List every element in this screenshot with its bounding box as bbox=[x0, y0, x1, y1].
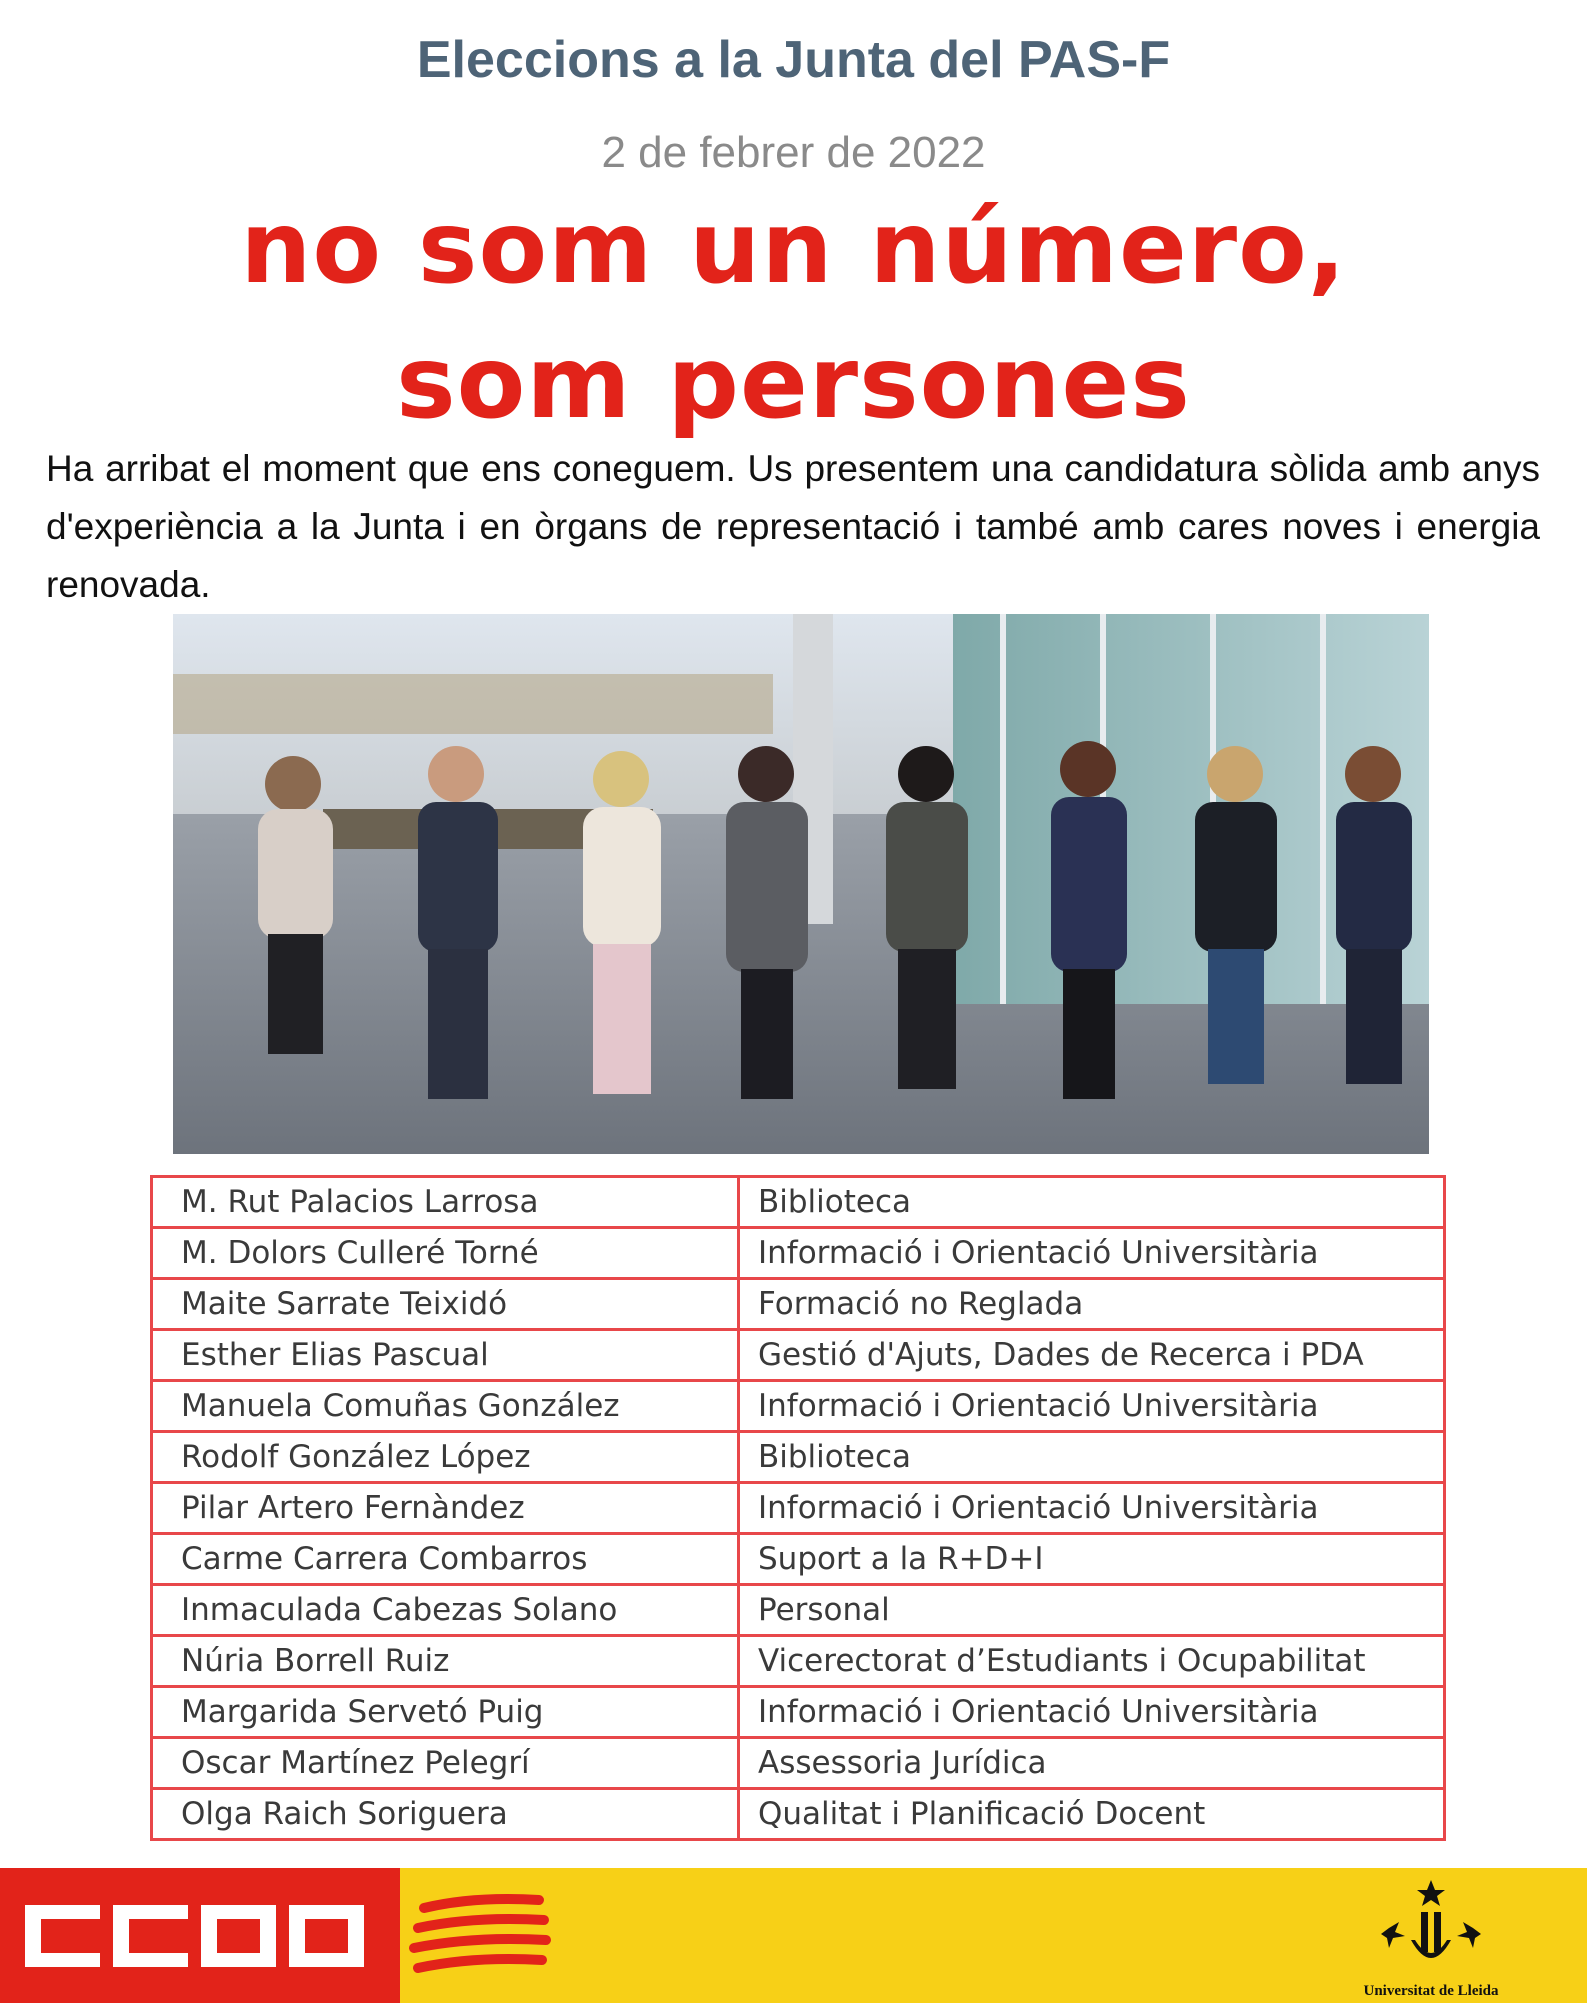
table-row bbox=[152, 1483, 1445, 1534]
candidate-unit: Assessoria Jurídica bbox=[739, 1738, 1445, 1789]
table-row bbox=[152, 1687, 1445, 1738]
candidate-name: Esther Elias Pascual bbox=[152, 1330, 739, 1381]
udl-logo bbox=[1356, 1878, 1506, 2000]
candidate-name: Maite Sarrate Teixidó bbox=[152, 1279, 739, 1330]
ccoo-logo bbox=[25, 1905, 375, 1967]
table-row bbox=[152, 1534, 1445, 1585]
intro-paragraph: Ha arribat el moment que ens coneguem. Us presentem una candidatura sòlida amb anys d'experiència a la Junta i en òrgans de representació i també amb cares noves i energia renovada. bbox=[46, 448, 1540, 605]
table-row bbox=[152, 1585, 1445, 1636]
senyera-stripes-icon bbox=[404, 1890, 554, 1985]
slogan-line-1: no som un número, bbox=[240, 189, 1347, 306]
candidate-unit: Gestió d'Ajuts, Dades de Recerca i PDA bbox=[739, 1330, 1445, 1381]
candidate-unit: Vicerectorat d’Estudiants i Ocupabilitat bbox=[739, 1636, 1445, 1687]
table-row bbox=[152, 1789, 1445, 1840]
candidate-unit: Qualitat i Planificació Docent bbox=[739, 1789, 1445, 1840]
candidate-name: Pilar Artero Fernàndez bbox=[152, 1483, 739, 1534]
candidate-unit: Informació i Orientació Universitària bbox=[739, 1483, 1445, 1534]
candidate-name: Margarida Servetó Puig bbox=[152, 1687, 739, 1738]
candidate-name: Oscar Martínez Pelegrí bbox=[152, 1738, 739, 1789]
candidate-unit: Suport a la R+D+I bbox=[739, 1534, 1445, 1585]
table-row bbox=[152, 1279, 1445, 1330]
candidate-name: Núria Borrell Ruiz bbox=[152, 1636, 739, 1687]
election-date: 2 de febrer de 2022 bbox=[601, 128, 986, 177]
candidate-unit: Biblioteca bbox=[739, 1177, 1445, 1228]
table-row bbox=[152, 1177, 1445, 1228]
candidate-name: Rodolf González López bbox=[152, 1432, 739, 1483]
candidate-unit: Informació i Orientació Universitària bbox=[739, 1228, 1445, 1279]
udl-emblem-icon bbox=[1371, 1878, 1491, 1978]
candidate-name: Inmaculada Cabezas Solano bbox=[152, 1585, 739, 1636]
candidate-name: M. Rut Palacios Larrosa bbox=[152, 1177, 739, 1228]
candidate-unit: Formació no Reglada bbox=[739, 1279, 1445, 1330]
group-photo bbox=[173, 614, 1429, 1154]
candidate-name: Olga Raich Soriguera bbox=[152, 1789, 739, 1840]
footer-banner bbox=[0, 1868, 1587, 2003]
table-row bbox=[152, 1381, 1445, 1432]
table-row bbox=[152, 1330, 1445, 1381]
candidate-unit: Biblioteca bbox=[739, 1432, 1445, 1483]
table-row bbox=[152, 1432, 1445, 1483]
table-row bbox=[152, 1738, 1445, 1789]
candidate-unit: Personal bbox=[739, 1585, 1445, 1636]
candidates-table bbox=[150, 1175, 1446, 1841]
candidate-unit: Informació i Orientació Universitària bbox=[739, 1687, 1445, 1738]
candidate-name: M. Dolors Culleré Torné bbox=[152, 1228, 739, 1279]
table-row bbox=[152, 1228, 1445, 1279]
page-title: Eleccions a la Junta del PAS-F bbox=[416, 31, 1171, 89]
candidate-name: Manuela Comuñas González bbox=[152, 1381, 739, 1432]
university-name: Universitat de Lleida bbox=[1363, 1983, 1499, 1999]
candidate-unit: Informació i Orientació Universitària bbox=[739, 1381, 1445, 1432]
slogan-line-2: som persones bbox=[396, 324, 1191, 441]
ccoo-red-block bbox=[0, 1868, 400, 2003]
candidate-name: Carme Carrera Combarros bbox=[152, 1534, 739, 1585]
table-row bbox=[152, 1636, 1445, 1687]
